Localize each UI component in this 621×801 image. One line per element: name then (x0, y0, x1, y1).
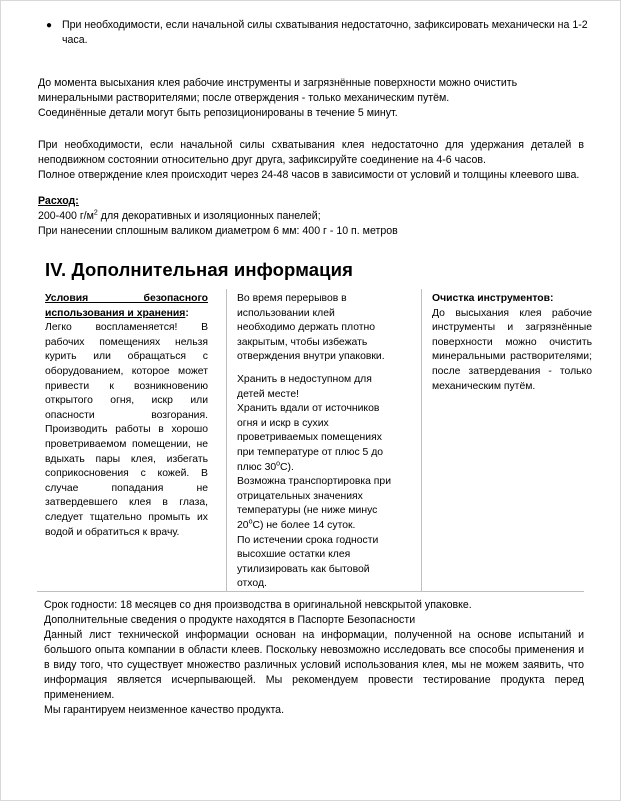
bullet-item (46, 18, 592, 48)
storage-p1: Во время перерывов в использовании клей необходимо держать плотно закрытым, чтобы избежать отверждения внутри упаковки. (237, 293, 385, 363)
footer-divider (37, 591, 584, 592)
consumption-block (38, 194, 584, 239)
consumption-title: Расход: (38, 195, 79, 207)
storage-p5: По истечении срока годности высохшие остатки клея утилизировать как бытовой отход. (237, 534, 379, 590)
consumption-line-2: При нанесении сплошным валиком диаметром 6 мм: 400 г - 10 п. метров (38, 225, 398, 237)
column-divider (226, 289, 227, 591)
storage-p2: Хранить в недоступном для детей месте! (237, 373, 372, 400)
safety-storage-column (45, 292, 208, 540)
cleaning-text: До высыхания клея рабочие инструменты и загрязнённые поверхности можно очистить минеральными растворителями; после затвердевания - только механическим путём. (432, 307, 592, 392)
storage-p4: Возможна транспортировка при отрицательных значениях температуры (не ниже минус $20^оС$) не более 14 суток. (237, 476, 392, 531)
disclaimer: Данный лист технической информации основан на информации, полученной на основе испытаний и большого опыта компании в области клеев. Поскольку невозможно исследовать все способы применения и в виду того, что существует множество различных условий использования клея, мы не можем заявить, что информация является исчерпывающей. Мы рекомендуем провести тестирование продукта перед применением. (44, 629, 584, 701)
bullet-text: При необходимости, если начальной силы схватывания недостаточно, зафиксировать механически на 1-2 часа. (62, 19, 588, 46)
cleaning-title: Очистка инструментов: (432, 293, 554, 304)
fixation-paragraph (38, 138, 584, 183)
storage-p3: Хранить вдали от источников огня и искр в сухих проветриваемых помещениях при температуре от плюс 5 до плюс $30^оС$). (237, 403, 384, 473)
consumption-line-1: 200-400 $г/м^2$ для декоративных и изоляционных панелей; (38, 209, 321, 222)
footer-block (44, 598, 584, 718)
storage-column (237, 292, 392, 592)
quality-guarantee: Мы гарантируем неизменное качество продукта. (44, 704, 285, 716)
bullet-dot-icon: ● (46, 20, 53, 31)
cleaning-paragraph (38, 76, 584, 121)
paragraph-line: Полное отверждение клея происходит через 24-48 часов в зависимости от условий и толщины клеевого шва. (38, 169, 580, 181)
cleaning-column (432, 292, 592, 394)
safety-passport-note: Дополнительные сведения о продукте находятся в Паспорте Безопасности (44, 614, 416, 626)
paragraph-line: При необходимости, если начальной силы схватывания клея недостаточно для удержания деталей в неподвижном состоянии относительно друг друга, зафиксируйте соединение на 4-6 часов. (38, 139, 584, 166)
paragraph-line: До момента высыхания клея рабочие инструменты и загрязнённые поверхности можно очистить минеральными растворителями; после отверждения - только механическим путём. (38, 77, 518, 104)
shelf-life: Срок годности: 18 месяцев со дня производства в оригинальной невскрытой упаковке. (44, 599, 472, 611)
column-divider (421, 289, 422, 591)
paragraph-line: Соединённые детали могут быть репозиционированы в течение 5 минут. (38, 107, 398, 119)
safety-title: Условия безопасного использования и хранения: (45, 293, 208, 319)
safety-text: Легко воспламеняется! В рабочих помещениях нельзя курить или обращаться с оборудованием, которое может привести к возникновению открытого огня, искр или опасности возгорания. Производить работы в хорошо проветриваемом помещении, не вдыхать пары клея, избегать соприкосновения с кожей. В случае попадания не затвердевшего клея в глаза, следует тщательно промыть их водой и обратиться к врачу. (45, 322, 208, 538)
section-title: IV. Дополнительная информация (45, 259, 353, 280)
